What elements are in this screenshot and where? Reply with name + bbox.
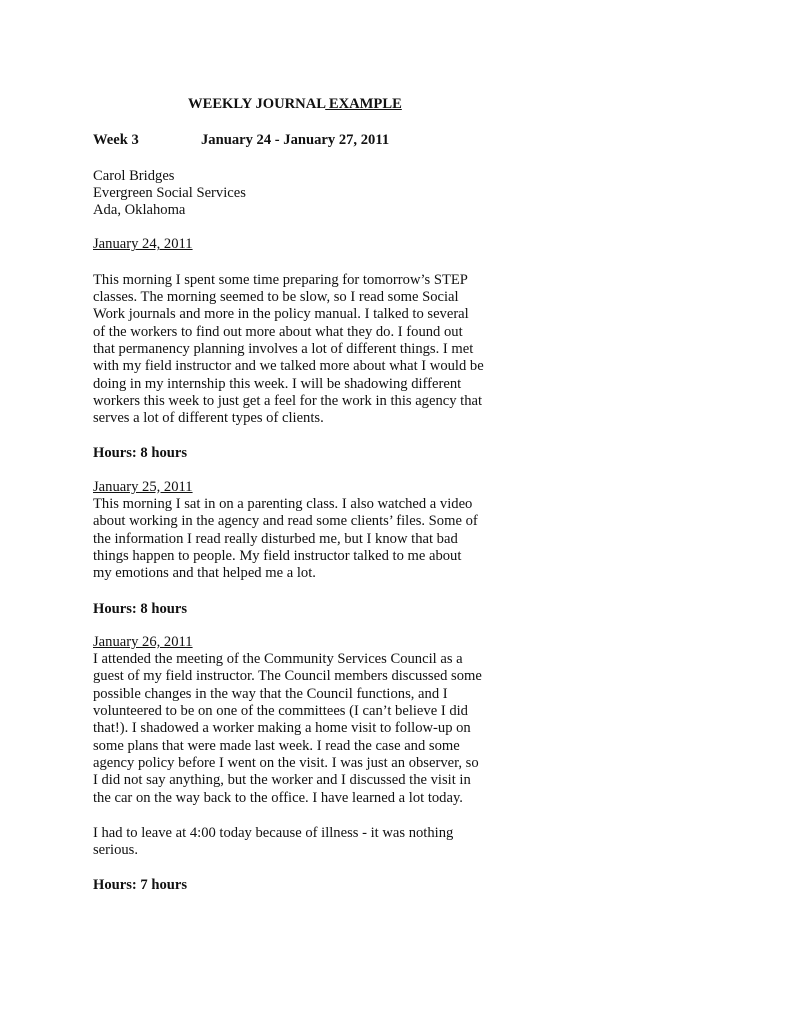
entry-hours: Hours: 8 hours	[93, 445, 188, 462]
entry-line: about working in the agency and read some clients’ files. Some of	[93, 513, 478, 530]
entry-line: some plans that were made last week. I read the case and some	[93, 737, 460, 754]
entry-line: guest of my field instructor. The Council members discussed some	[93, 668, 482, 685]
entry-line: serves a lot of different types of clients.	[93, 410, 324, 427]
entry-date: January 24, 2011	[93, 236, 193, 253]
entry-line: I did not say anything, but the worker and I discussed the visit in	[93, 772, 471, 789]
entry-hours: Hours: 7 hours	[93, 877, 188, 894]
author-name: Carol Bridges	[93, 167, 175, 184]
entry-line: things happen to people. My field instructor talked to me about	[93, 547, 462, 564]
title-main: WEEKLY JOURNAL	[188, 96, 326, 112]
entry-line: doing in my internship this week. I will be shadowing different	[93, 375, 462, 392]
entry-hours: Hours: 8 hours	[93, 600, 188, 617]
entry-note	[93, 825, 533, 860]
entry-line: volunteered to be on one of the committees (I can’t believe I did	[93, 703, 468, 720]
entry-line: Work journals and more in the policy manual. I talked to several	[93, 306, 469, 323]
entry-line: with my field instructor and we talked more about what I would be	[93, 358, 484, 375]
entry-line: the car on the way back to the office. I have learned a lot today.	[93, 789, 463, 806]
title-example: EXAMPLE	[325, 96, 402, 112]
entry-line: serious.	[93, 842, 138, 859]
entry-text	[93, 272, 533, 428]
location: Ada, Oklahoma	[93, 202, 186, 219]
journal-entry	[93, 634, 533, 895]
week-heading	[93, 132, 533, 149]
entry-text	[93, 496, 533, 582]
entry-line: the information I read really disturbed me, but I know that bad	[93, 530, 458, 547]
journal-page	[93, 96, 533, 895]
organization-name: Evergreen Social Services	[93, 184, 246, 201]
entry-date: January 26, 2011	[93, 633, 193, 650]
entry-line: I had to leave at 4:00 today because of illness - it was nothing	[93, 824, 454, 841]
entry-line: This morning I sat in on a parenting class. I also watched a video	[93, 496, 473, 513]
entry-line: my emotions and that helped me a lot.	[93, 565, 316, 582]
entry-line: This morning I spent some time preparing for tomorrow’s STEP	[93, 271, 468, 288]
week-dates: January 24 - January 27, 2011	[201, 132, 390, 149]
entry-text	[93, 651, 533, 807]
entry-line: classes. The morning seemed to be slow, so I read some Social	[93, 289, 459, 306]
week-label: Week 3	[93, 132, 139, 149]
entry-line: workers this week to just get a feel for the work in this agency that	[93, 392, 483, 409]
entry-date: January 25, 2011	[93, 478, 193, 495]
entry-line: I attended the meeting of the Community Services Council as a	[93, 651, 463, 668]
journal-entry	[93, 479, 533, 618]
entry-line: that permanency planning involves a lot of different things. I met	[93, 340, 474, 357]
entry-line: agency policy before I went on the visit. I was just an observer, so	[93, 754, 479, 771]
entry-line: that!). I shadowed a worker making a home visit to follow-up on	[93, 720, 471, 737]
entry-line: possible changes in the way that the Council functions, and I	[93, 685, 448, 702]
entry-line: of the workers to find out more about what they do. I found out	[93, 323, 463, 340]
journal-entry	[93, 236, 533, 462]
author-block	[93, 168, 533, 220]
document-title	[188, 96, 533, 113]
